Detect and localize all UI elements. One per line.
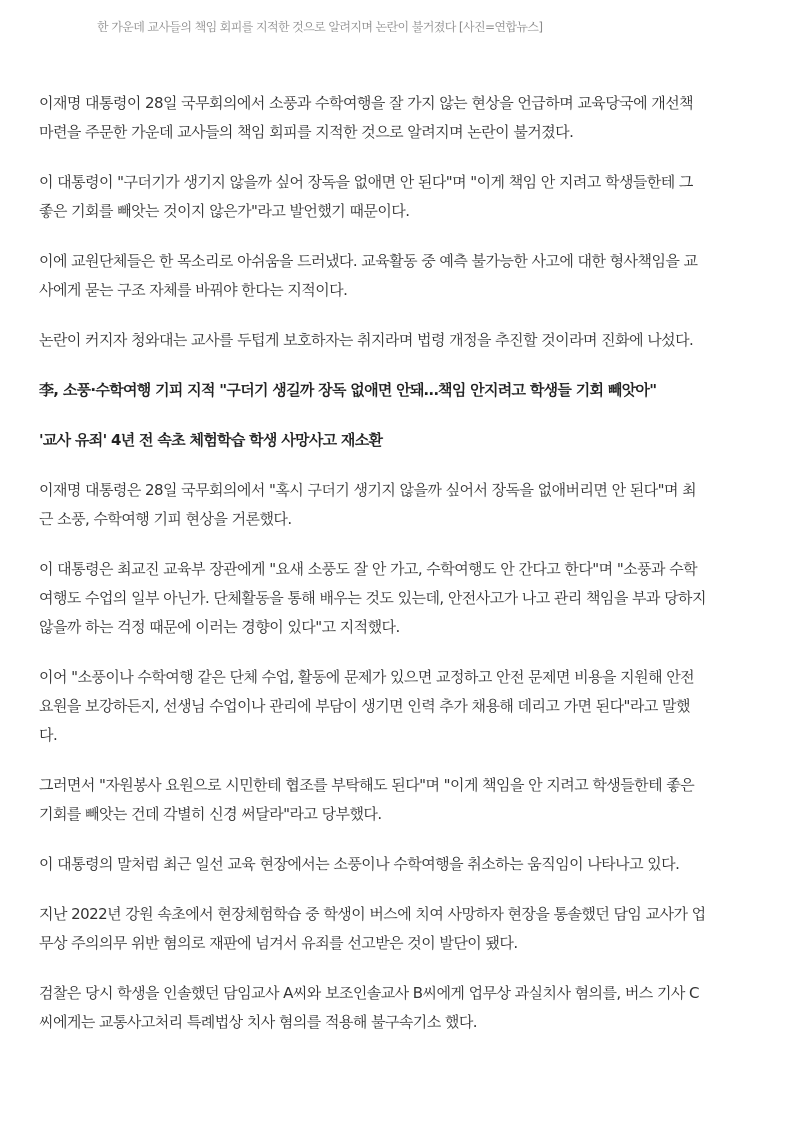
article-subheading: '교사 유죄' 4년 전 속초 체험학습 학생 사망사고 재소환 <box>39 431 383 449</box>
article-paragraph <box>39 900 757 958</box>
article-paragraph <box>39 168 757 226</box>
paragraph-line: 무상 주의의무 위반 혐의로 재판에 넘겨서 유죄를 선고받은 것이 발단이 됐다. <box>39 934 518 952</box>
paragraph-line: 이재명 대통령이 28일 국무회의에서 소풍과 수학여행을 잘 가지 않는 현상을 언급하며 교육당국에 개선책 <box>39 94 694 112</box>
article-subheading: 李, 소풍·수학여행 기피 지적 "구더기 생길까 장독 없애면 안돼…책임 안지려고 학생들 기회 빼앗아" <box>39 381 657 399</box>
paragraph-line: 논란이 커지자 청와대는 교사를 두텁게 보호하자는 취지라며 법령 개정을 추진할 것이라며 진화에 나섰다. <box>39 331 694 349</box>
paragraph-line: 이에 교원단체들은 한 목소리로 아쉬움을 드러냈다. 교육활동 중 예측 불가능한 사고에 대한 형사책임을 교 <box>39 252 698 270</box>
paragraph-line: 이 대통령의 말처럼 최근 일선 교육 현장에서는 소풍이나 수학여행을 취소하는 움직임이 나타나고 있다. <box>39 855 680 873</box>
paragraph-line: 그러면서 "자원봉사 요원으로 시민한테 협조를 부탁해도 된다"며 "이게 책임을 안 지려고 학생들한테 좋은 <box>39 776 695 794</box>
paragraph-line: 다. <box>39 726 58 744</box>
paragraph-line: 지난 2022년 강원 속초에서 현장체험학습 중 학생이 버스에 치여 사망하자 현장을 통솔했던 담임 교사가 업 <box>39 905 706 923</box>
article-paragraph <box>39 89 757 147</box>
article-paragraph <box>39 326 757 355</box>
paragraph-line: 좋은 기회를 빼앗는 것이지 않은가"라고 발언했기 때문이다. <box>39 202 410 220</box>
article-paragraph <box>39 979 757 1037</box>
article-paragraph <box>39 476 757 534</box>
article-paragraph <box>39 555 757 642</box>
paragraph-line: 기회를 빼앗는 건데 각별히 신경 써달라"라고 당부했다. <box>39 805 382 823</box>
paragraph-line: 이 대통령은 최교진 교육부 장관에게 "요새 소풍도 잘 안 가고, 수학여행도 안 간다고 한다"며 "소풍과 수학 <box>39 560 698 578</box>
article-paragraph <box>39 663 757 750</box>
article-body <box>39 89 757 1037</box>
article-paragraph <box>39 850 757 879</box>
article-paragraph <box>39 247 757 305</box>
paragraph-line: 사에게 묻는 구조 자체를 바꿔야 한다는 지적이다. <box>39 281 348 299</box>
paragraph-line: 여행도 수업의 일부 아닌가. 단체활동을 통해 배우는 것도 있는데, 안전사고가 나고 관리 책임을 부과 당하지 <box>39 589 706 607</box>
paragraph-line: 마련을 주문한 가운데 교사들의 책임 회피를 지적한 것으로 알려지며 논란이 불거졌다. <box>39 123 574 141</box>
paragraph-line: 검찰은 당시 학생을 인솔했던 담임교사 A씨와 보조인솔교사 B씨에게 업무상 과실치사 혐의를, 버스 기사 C <box>39 984 699 1002</box>
paragraph-line: 요원을 보강하든지, 선생님 수업이나 관리에 부담이 생기면 인력 추가 채용해 데리고 가면 된다"라고 말했 <box>39 697 690 715</box>
paragraph-line: 이어 "소풍이나 수학여행 같은 단체 수업, 활동에 문제가 있으면 교정하고 안전 문제면 비용을 지원해 안전 <box>39 668 695 686</box>
paragraph-line: 이 대통령이 "구더기가 생기지 않을까 싶어 장독을 없애면 안 된다"며 "이게 책임 안 지려고 학생들한테 그 <box>39 173 693 191</box>
photo-caption: 한 가운데 교사들의 책임 회피를 지적한 것으로 알려지며 논란이 불거졌다 [사진=연합뉴스] <box>97 20 543 34</box>
article-paragraph <box>39 771 757 829</box>
paragraph-line: 않을까 하는 걱정 때문에 이러는 경향이 있다"고 지적했다. <box>39 618 400 636</box>
paragraph-line: 이재명 대통령은 28일 국무회의에서 "혹시 구더기 생기지 않을까 싶어서 장독을 없애버리면 안 된다"며 최 <box>39 481 697 499</box>
paragraph-line: 근 소풍, 수학여행 기피 현상을 거론했다. <box>39 510 292 528</box>
paragraph-line: 씨에게는 교통사고처리 특례법상 치사 혐의를 적용해 불구속기소 했다. <box>39 1013 478 1031</box>
